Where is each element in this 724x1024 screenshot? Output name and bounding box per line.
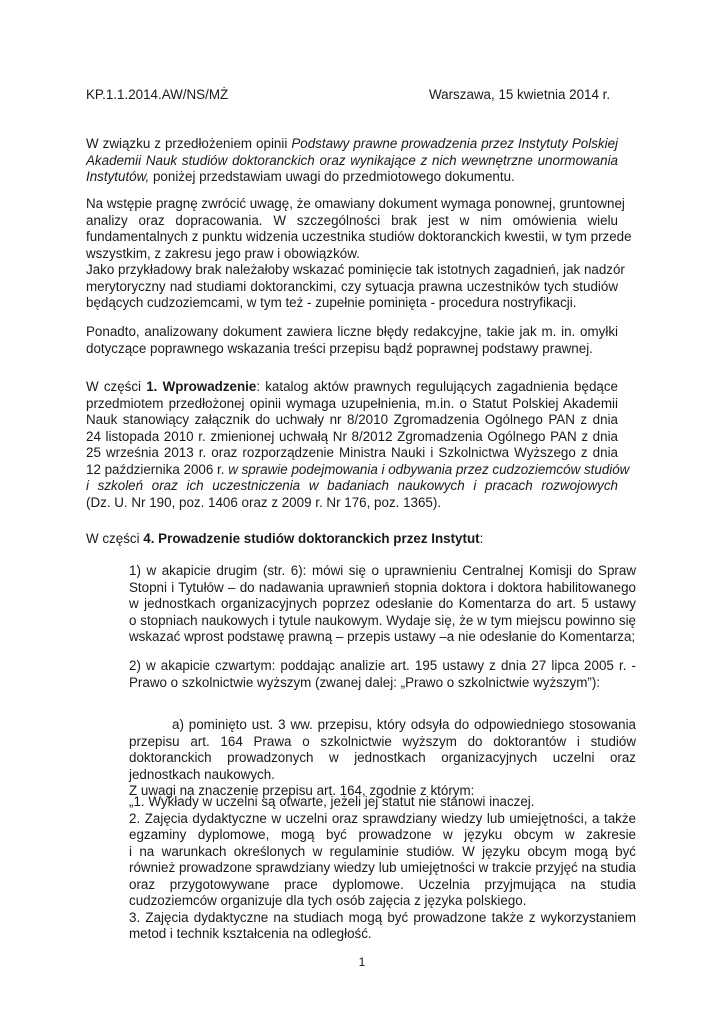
section-1-paragraph — [86, 379, 630, 511]
item-line: wskazać wprost podstawę prawną – przepis ustawy –a nie odesłanie do Komentarza; — [129, 629, 636, 644]
quote-line: cudzoziemców organizuje dla tych osób zajęcia z języka polskiego. — [129, 893, 527, 908]
intro-paragraph — [86, 136, 618, 186]
item-line: Z uwagi na znaczenie przepisu art. 164, zgodnie z którym: — [129, 783, 475, 798]
section-4-title: 4. Prowadzenie studiów doktoranckich przez Instytut — [143, 531, 480, 546]
paragraph-line: Na wstępie pragnę zwrócić uwagę, że omawiany dokument wymaga ponownej, gruntownej — [86, 196, 625, 211]
item-2a — [129, 717, 636, 800]
remarks-paragraph — [86, 196, 632, 312]
item-line: 2) w akapicie czwartym: poddając analizie art. 195 ustawy z dnia 27 lipca 2005 r. - — [129, 658, 636, 673]
place-date: Warszawa, 15 kwietnia 2014 r. — [429, 87, 611, 102]
quote-line: i na warunkach określonych w regulaminie studiów. W języku obcym mogą być — [129, 843, 636, 859]
item-line: doktoranckich prowadzonych w jednostkach organizacyjnych uczelni oraz — [129, 750, 636, 765]
item-2 — [129, 658, 636, 691]
item-line: przepisu art. 164 Prawa o szkolnictwie wyższym do doktorantów i studiów — [129, 733, 636, 749]
item-line: o stopniach naukowych i tytule naukowym. Wydaje się, że w tym miejscu powinno się — [129, 612, 636, 628]
page-number: 1 — [358, 955, 366, 969]
item-line: a) pominięto ust. 3 ww. przepisu, który odsyła do odpowiedniego stosowania — [172, 717, 636, 732]
section-1-title: 1. Wprowadzenie — [146, 379, 257, 394]
quoted-article-164 — [129, 794, 636, 943]
paragraph-line: przedmiotem przedłożonej opinii wymaga uzupełnienia, m.in. o Statut Polskiej Akademii — [86, 395, 618, 411]
section-1-line-7: i szkoleń oraz ich uczestniczenia w badaniach naukowych i pracach rozwojowych — [86, 478, 618, 493]
paragraph-line: 25 września 2013 r. oraz rozporządzenie Ministra Nauki i Szkolnictwa Wyższego z dnia — [86, 445, 618, 460]
item-line: Stopni i Tytułów – do nadawania uprawnień stopnia doktora i doktora habilitowanego — [129, 579, 636, 595]
section-1-line-6: 12 października 2006 r. w sprawie podejmowania i odbywania przez cudzoziemców studiów — [86, 461, 630, 477]
paragraph-line: (Dz. U. Nr 190, poz. 1406 oraz z 2009 r. Nr 176, poz. 1365). — [86, 494, 442, 510]
intro-line-2: Akademii Nauk studiów doktoranckich oraz wynikające z nich wewnętrzne unormowania — [86, 152, 618, 168]
quote-line: 2. Zajęcia dydaktyczne w uczelni oraz sprawdziany wiedzy lub umiejętności, a także — [129, 810, 636, 826]
paragraph-line: Jako przykładowy brak należałoby wskazać pominięcie tak istotnych zagadnień, jak nadzór — [86, 262, 625, 277]
quote-line: egzaminy dyplomowe, mogą być prowadzone w języku obcym w zakresie — [129, 827, 636, 842]
reference-number: KP.1.1.2014.AW/NS/MŻ — [86, 87, 229, 102]
quote-line: oraz przygotowywane prace dyplomowe. Uczelnia przyjmująca na studia — [129, 876, 636, 892]
intro-line-3: Instytutów, poniżej przedstawiam uwagi do przedmiotowego dokumentu. — [86, 169, 515, 184]
item-1 — [129, 563, 636, 646]
paragraph-line: dotyczące poprawnego wskazania treści przepisu bądź poprawnej podstawy prawnej. — [86, 340, 593, 356]
item-line: jednostkach naukowych. — [129, 766, 275, 782]
quote-line: metod i technik kształcenia na odległość. — [129, 926, 372, 941]
intro-line-1: W związku z przedłożeniem opinii Podstawy prawne prowadzenia przez Instytuty Polskiej — [86, 136, 618, 151]
paragraph-line: 24 listopada 2010 r. zmienionej uchwałą Nr 8/2012 Zgromadzenia Ogólnego PAN z dnia — [86, 428, 618, 444]
item-line: 1) w akapicie drugim (str. 6): mówi się o uprawnieniu Centralnej Komisji do Spraw — [129, 563, 636, 578]
paragraph-line: analizy oraz dopracowania. W szczególności brak jest w nim omówienia wielu — [86, 212, 618, 228]
quote-line: „1. Wykłady w uczelni są otwarte, jeżeli jej statut nie stanowi inaczej. — [129, 794, 535, 809]
section-1-line-1: W części 1. Wprowadzenie: katalog aktów prawnych regulujących zagadnienia będące — [86, 379, 618, 394]
section-4-heading: W części 4. Prowadzenie studiów doktoranckich przez Instytut: — [86, 531, 484, 546]
item-line: Prawo o szkolnictwie wyższym (zwanej dalej: „Prawo o szkolnictwie wyższym”): — [129, 674, 601, 690]
quote-line: również prowadzone sprawdziany wiedzy lub umiejętności w trakcie przyjęć na studia — [129, 860, 636, 875]
paragraph-line: fundamentalnych z punktu widzenia uczestnika studiów doktoranckich kwestii, w tym przede — [86, 229, 632, 244]
paragraph-line: merytoryczny nad studiami doktoranckimi, czy sytuacja prawna uczestników tych studiów — [86, 278, 618, 294]
paragraph-line: będących cudzoziemcami, w tym też - zupełnie pominięta - procedura nostryfikacji. — [86, 295, 577, 310]
paragraph-line: Ponadto, analizowany dokument zawiera liczne błędy redakcyjne, takie jak m. in. omyłki — [86, 324, 618, 339]
paragraph-line: Nauk stanowiący załącznik do uchwały nr 8/2010 Zgromadzenia Ogólnego PAN z dnia — [86, 412, 618, 427]
paragraph-line: wszystkim, z zakresu jego praw i obowiązków. — [86, 245, 360, 261]
errors-paragraph — [86, 324, 618, 357]
quote-line: 3. Zajęcia dydaktyczne na studiach mogą być prowadzone także z wykorzystaniem — [129, 909, 636, 925]
item-line: w jednostkach organizacyjnych poprzez odesłanie do Komentarza do art. 5 ustawy — [129, 596, 636, 611]
